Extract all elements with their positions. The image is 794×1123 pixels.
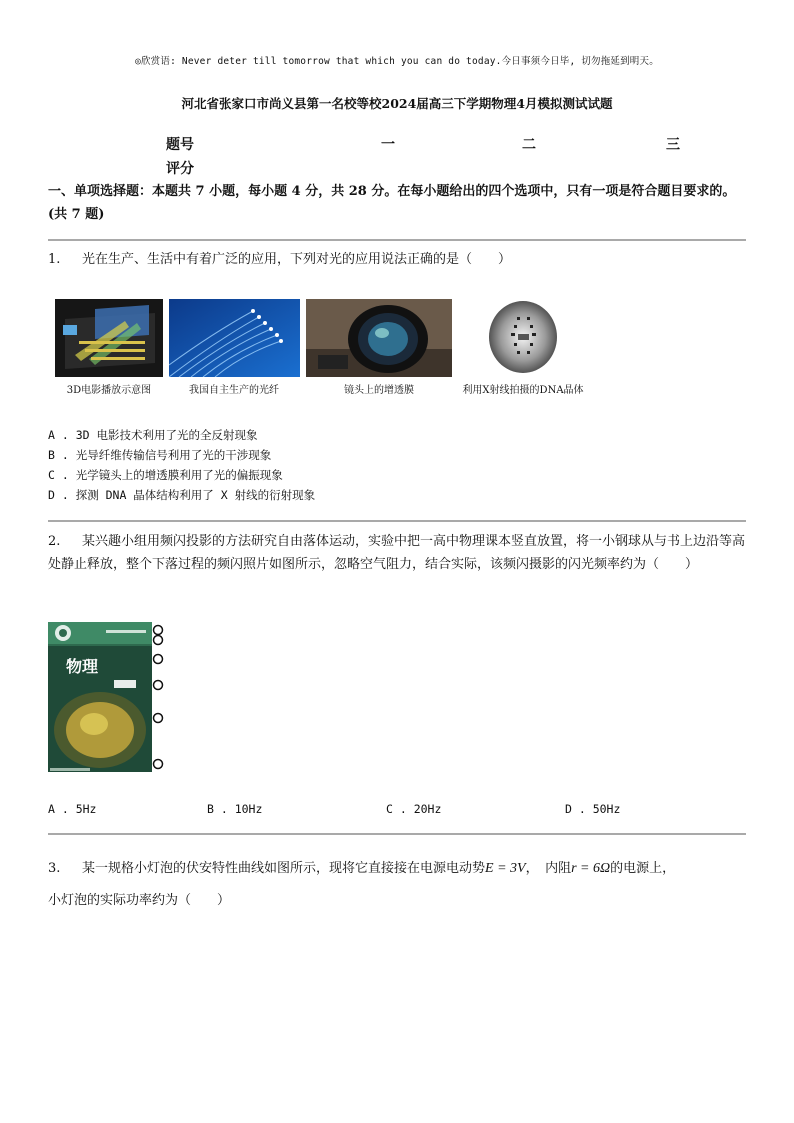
- question-3-number: 3.: [48, 861, 61, 876]
- q1-option-d[interactable]: D . 探测 DNA 晶体结构利用了 X 射线的衍射现象: [48, 488, 316, 502]
- question-2-stem: 某兴趣小组用频闪投影的方法研究自由落体运动，实验中把一高中物理课本竖直放置，将一小钢球从与书上边沿等高处静止释放，整个下落过程的频闪照片如图所示，忽略空气阻力，结合实际，该频闪摄影的闪光频率约为（ ）: [48, 534, 746, 572]
- question-3-line-2: 小灯泡的实际功率约为（ ）: [48, 893, 231, 908]
- textbook-strobe-image: [48, 622, 168, 774]
- question-3: [48, 857, 748, 880]
- q2-option-b[interactable]: B . 10Hz: [207, 802, 263, 816]
- section-1-heading: 一、单项选择题：本题共 7 小题，每小题 4 分，共 28 分。在每小题给出的四个选项中，只有一项是符合题目要求的。(共 7 题): [48, 184, 736, 222]
- question-3-stem-a: 某一规格小灯泡的伏安特性曲线如图所示，现将它直接接在电源电动势: [82, 861, 486, 876]
- q1-option-b[interactable]: B . 光导纤维传输信号利用了光的干涉现象: [48, 448, 272, 462]
- textbook-title: 物理: [66, 657, 99, 676]
- divider: [48, 239, 746, 241]
- caption-lens-coating: 镜头上的增透膜: [344, 385, 414, 396]
- divider: [48, 520, 746, 522]
- exam-title: 河北省张家口市尚义县第一名校等校2024届高三下学期物理4月模拟测试试题: [181, 96, 613, 111]
- caption-dna-xray: 利用X射线拍摄的DNA晶体: [462, 385, 584, 396]
- q1-option-c[interactable]: C . 光学镜头上的增透膜利用了光的偏振现象: [48, 468, 283, 482]
- q2-option-a[interactable]: A . 5Hz: [48, 802, 97, 816]
- divider: [48, 833, 746, 835]
- question-1-stem: 光在生产、生活中有着广泛的应用，下列对光的应用说法正确的是（ ）: [82, 252, 512, 267]
- question-2: [48, 530, 748, 576]
- q2-option-d[interactable]: D . 50Hz: [565, 802, 621, 816]
- emf-formula: E = 3V: [485, 861, 526, 876]
- question-3-stem-b: ， 内阻: [525, 861, 572, 876]
- score-table-col-3: 三: [666, 137, 680, 153]
- optical-fiber-image: [169, 299, 300, 377]
- score-table-row2-label: 评分: [166, 161, 194, 177]
- internal-resistance-formula: r = 6Ω: [571, 861, 611, 876]
- q2-option-c[interactable]: C . 20Hz: [386, 802, 442, 816]
- motto-line: ◎欣赏语: Never deter till tomorrow that which you can do today.今日事须今日毕, 切勿拖延到明天。: [135, 56, 659, 67]
- question-3-stem-c: 的电源上，: [610, 861, 676, 876]
- camera-lens-image: [306, 299, 452, 377]
- question-1-number: 1.: [48, 252, 61, 267]
- score-table-col-1: 一: [381, 137, 395, 153]
- caption-3d-cinema: 3D电影播放示意图: [66, 385, 152, 396]
- 3d-cinema-diagram-image: [55, 299, 163, 377]
- score-table-row1-label: 题号: [166, 137, 194, 153]
- question-1: [48, 248, 748, 271]
- q1-option-a[interactable]: A . 3D 电影技术利用了光的全反射现象: [48, 428, 258, 442]
- score-table-col-2: 二: [522, 137, 536, 153]
- dna-xray-image: [487, 299, 560, 375]
- caption-optical-fiber: 我国自主生产的光纤: [189, 385, 279, 396]
- question-2-number: 2.: [48, 534, 61, 549]
